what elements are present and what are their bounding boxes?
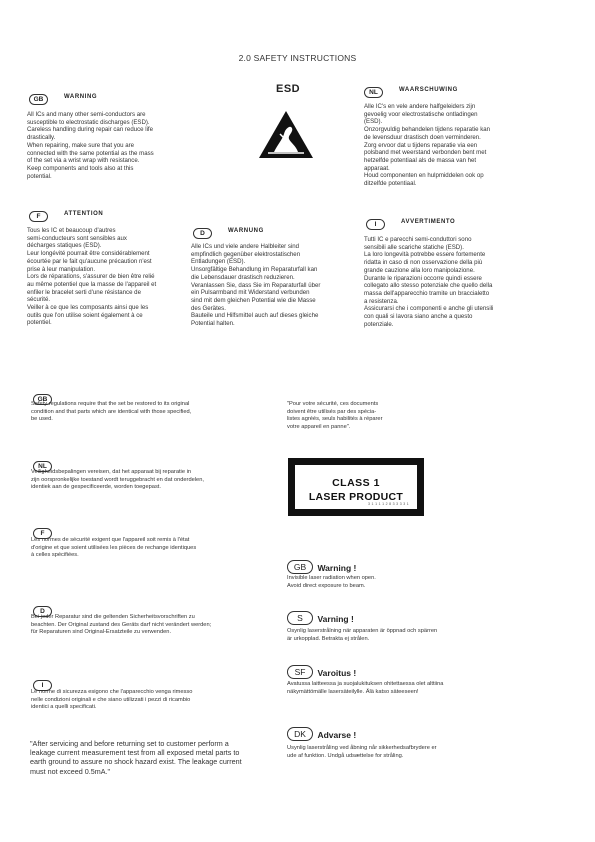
laser-warning-heading: Varning ! bbox=[317, 614, 354, 624]
lang-badge-f: F bbox=[29, 211, 48, 222]
lang-badge-dk: DK bbox=[287, 727, 313, 741]
laser-warning-dk bbox=[287, 725, 356, 743]
esd-block-nl bbox=[364, 81, 544, 99]
lang-badge-gb: GB bbox=[29, 94, 48, 105]
laser-warning-text-gb: Invisible laser radiation when open. Avoid direct exposure to beam. bbox=[287, 575, 376, 589]
lang-badge-d: D bbox=[33, 606, 52, 617]
regulation-text-f: Les normes de sécurité exigent que l'appareil soit remis à l'état d'origine et que soient utilisées les pièces de rechange identiques à celles spécifiées. bbox=[31, 537, 197, 558]
french-service-note: "Pour votre sécurité, ces documents doivent être utilisés par des spécia- listes agréés, seuls habilités à réparer votre appareil en panne". bbox=[287, 401, 383, 430]
esd-text-nl: Alle IC's en vele andere halfgeleiders zijn gevoelig voor electrostatische ontladingen (ESD). Onzorgvuldig behandelen tijdens reparatie kan de levensduur drastisch doen verminderen. Zorg ervoor dat u tijdens reparatie via een polsband met weerstand verbonden bent met hetzelfde potentiaal als de massa van het apparaat. Houd componenten en hulpmiddelen ook op ditzelfde potentiaal. bbox=[364, 103, 491, 188]
lang-badge-i: I bbox=[366, 219, 385, 230]
laser-warning-text-sf: Avatussa laitteessa ja suojalukituksen ohitettaessa olet alttiina näkymättömälle lasersäteilylle. Älä katso säteeseen! bbox=[287, 681, 444, 695]
laser-warning-text-s: Osynlig laserstrålning när apparaten är öppnad och spärren är urkopplad. Betrakta ej strålen. bbox=[287, 628, 438, 642]
page-title: 2.0 SAFETY INSTRUCTIONS bbox=[238, 53, 357, 63]
lang-badge-sf: SF bbox=[287, 665, 313, 679]
laser-class-line: CLASS 1 bbox=[332, 477, 380, 489]
laser-warning-s bbox=[287, 609, 354, 627]
esd-warning-icon bbox=[258, 110, 314, 160]
block-heading: WARNING bbox=[64, 93, 98, 100]
esd-text-gb: All ICs and many other semi-conductors are susceptible to electrostatic discharges (ESD). Careless handling during repair can reduce life drastically. When repairing, make sure that you are connected with the same potential as the mass of the set via a wrist wrap with resistance. Keep components and tools also at this potential. bbox=[27, 111, 154, 180]
lang-badge-gb: GB bbox=[287, 560, 313, 574]
regulation-text-d: Bei jeder Reparatur sind die geltenden Sicherheitsvorschriften zu beachten. Der Original zustand des Geräts darf nicht verändert werden; für Reparaturen sind Original-Ersatzteile zu verwenden. bbox=[31, 614, 212, 635]
lang-badge-nl: NL bbox=[33, 461, 52, 472]
esd-block-i bbox=[366, 213, 546, 231]
esd-block-gb bbox=[29, 88, 189, 106]
laser-label-code: 3 1 1 1 1 2 8 3 3 3 3 1 bbox=[368, 502, 409, 506]
esd-block-f bbox=[29, 205, 189, 223]
laser-warning-heading: Warning ! bbox=[317, 563, 357, 573]
leakage-current-note: "After servicing and before returning set to customer perform a leakage current measurement test from all exposed metal parts to earth ground to assure no shock hazard exist. The leakage current must not exceed 0.5mA." bbox=[30, 739, 242, 776]
lang-badge-gb: GB bbox=[33, 394, 52, 405]
block-heading: AVVERTIMENTO bbox=[401, 218, 456, 225]
laser-warning-heading: Varoitus ! bbox=[317, 668, 357, 678]
laser-warning-text-dk: Usynlig laserstråling ved åbning når sikkerhedsafbrydere er ude af funktion. Undgå udsættelse for stråling. bbox=[287, 745, 437, 759]
lang-badge-s: S bbox=[287, 611, 313, 625]
regulation-text-i: Le norme di sicurezza esigono che l'apparecchio venga rimesso nelle condizioni originali e che siano utilizzati i pezzi di ricambio identici a quelli specificati. bbox=[31, 689, 193, 710]
lang-badge-d: D bbox=[193, 228, 212, 239]
esd-label: ESD bbox=[276, 83, 301, 95]
laser-warning-heading: Advarse ! bbox=[317, 730, 357, 740]
lang-badge-f: F bbox=[33, 528, 52, 539]
block-heading: WARNUNG bbox=[228, 227, 264, 234]
block-heading: WAARSCHUWING bbox=[399, 86, 458, 93]
laser-product-line: LASER PRODUCT bbox=[308, 491, 404, 503]
esd-text-d: Alle ICs und viele andere Halbleiter sind empfindlich gegenüber elektrostatischen Entladungen (ESD). Unsorgfältige Behandlung im Reparaturfall kan die Lebensdauer drastisch reduzieren. Veranlassen Sie, dass Sie im Reparaturfall über ein Pulsarmband mit Widerstand verbunden sind mit dem gleichen Potential wie die Masse des Gerätes. Bauteile und Hilfsmittel auch auf dieses gleiche Potential halten. bbox=[191, 243, 321, 328]
esd-block-d bbox=[193, 222, 353, 240]
lang-badge-nl: NL bbox=[364, 87, 383, 98]
laser-class-label bbox=[288, 458, 424, 516]
block-heading: ATTENTION bbox=[64, 210, 104, 217]
regulation-text-gb: Safety regulations require that the set be restored to its original condition and that parts which are identical with those specified, be used. bbox=[31, 401, 192, 422]
regulation-text-nl: Veiligheidsbepalingen vereisen, dat het apparaat bij reparatie in zijn oorspronkelijke toestand wordt teruggebracht en dat onderdelen, identiek aan de gespecificeerde, worden toegepast. bbox=[31, 469, 204, 490]
lang-badge-i: I bbox=[33, 680, 52, 691]
laser-warning-sf bbox=[287, 663, 356, 681]
laser-warning-gb bbox=[287, 558, 356, 576]
esd-text-f: Tous les IC et beaucoup d'autres semi-conducteurs sont sensibles aux décharges statiques (ESD). Leur longévité pourrait être considérablement écourtée par le fait qu'aucune précaution n'est prise à leur manipulation. Lors de réparations, s'assurer de bien être relié au même potentiel que la masse de l'appareil et enfiler le bracelet serti d'une résistance de sécurité. Veiller à ce que les composants ainsi que les outils que l'on utilise soient également à ce potentiel. bbox=[27, 227, 157, 327]
esd-text-i: Tutti IC e parecchi semi-conduttori sono sensibili alle scariche statiche (ESD). La loro longevità potrebbe essere fortemente ridatta in caso di non osservazione della più grande cauzione alla loro manipolazione. Durante le riparazioni occorre quindi essere collegato allo stesso potenziale che quello della massa dell'apparecchio tramite un braccialetto a resistenza. Assicurarsi che i componenti e anche gli utensili con quali si lavora siano anche a questo potenziale. bbox=[364, 236, 494, 328]
